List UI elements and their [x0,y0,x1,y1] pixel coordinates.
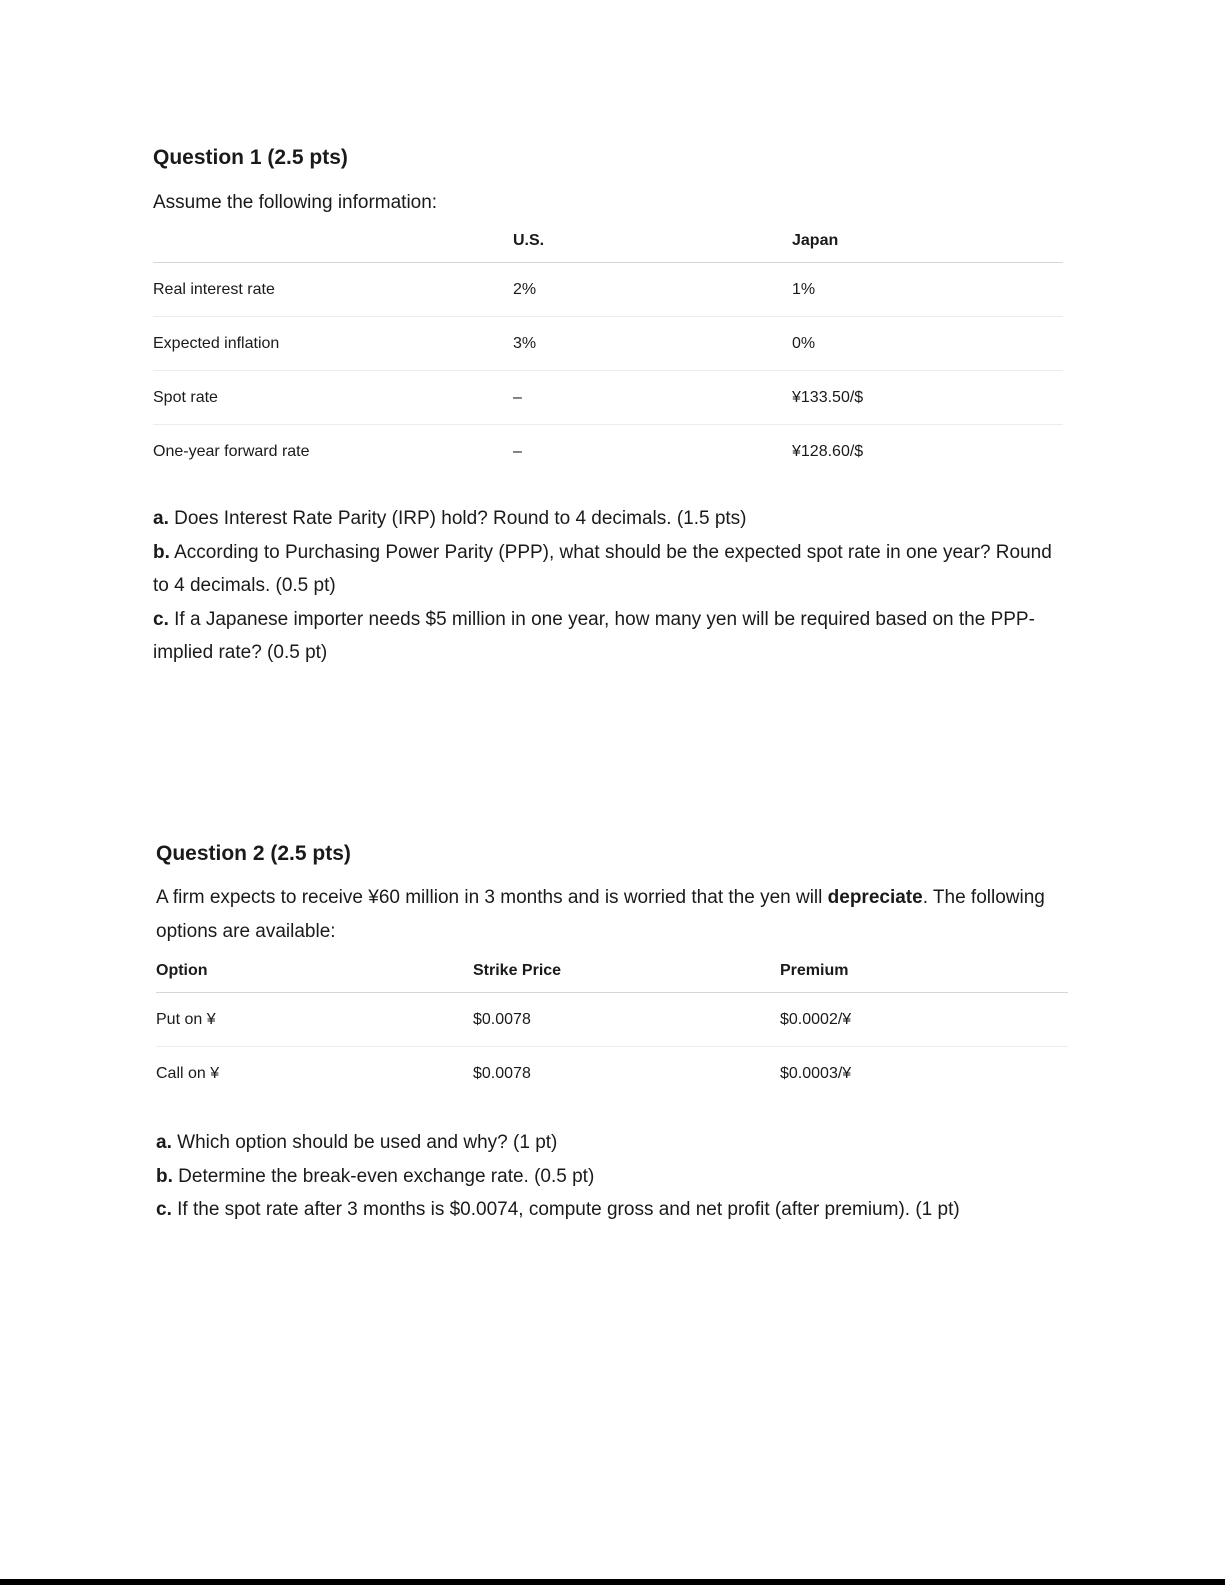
question-part [153,536,1063,603]
column-header-option: Option [156,962,473,993]
table-cell: 3% [513,317,792,371]
part-text: Which option should be used and why? (1 pt) [171,1132,558,1153]
table-row [153,425,1063,479]
intro-text: A firm expects to receive ¥60 million in 3 months and is worried that the yen will [156,887,828,908]
question-1-intro: Assume the following information: [153,192,438,213]
table-cell: $0.0002/¥ [780,1010,852,1028]
part-text: If the spot rate after 3 months is $0.0074, compute gross and net profit (after premium). (1 pt) [171,1199,960,1220]
question-2-parts [156,1126,1066,1227]
column-header-premium: Premium [780,962,1068,993]
column-header-japan: Japan [792,232,1063,263]
question-2-table [156,962,1068,1100]
row-label: Spot rate [153,371,513,425]
table-cell: $0.0003/¥ [780,1047,1068,1101]
question-part [156,1126,1066,1160]
table-cell: $0.0078 [473,1010,531,1028]
table-cell: 0% [792,317,1063,371]
part-text: According to Purchasing Power Parity (PPP), what should be the expected spot rate in one year? Round to 4 decimals. (0.5 pt) [153,541,1052,596]
part-label: c. [153,608,169,630]
table-cell: ¥128.60/$ [792,425,1063,479]
intro-text: . The following options are available: [156,887,1045,942]
part-text: Determine the break-even exchange rate. (0.5 pt) [172,1165,595,1187]
table-row [153,371,1063,425]
part-label: b. [153,541,170,563]
table-cell: – [513,425,792,479]
page-bottom-border [0,1579,1225,1585]
question-1-title: Question 1 (2.5 pts) [153,146,348,169]
part-label: a. [153,508,169,529]
question-part [153,603,1063,670]
table-cell: $0.0078 [473,1047,780,1101]
intro-emphasis: depreciate [827,887,923,908]
row-label: One-year forward rate [153,425,513,479]
part-label: c. [156,1199,172,1220]
question-part [156,1193,1066,1227]
table-cell: ¥133.50/$ [792,371,1063,425]
table-cell: 1% [792,280,816,298]
question-part [153,502,1063,536]
table-header-row [153,232,1063,263]
column-header-strike-price: Strike Price [473,962,780,993]
question-1-parts [153,502,1063,670]
table-row [156,1047,1068,1101]
question-1-table [153,232,1063,478]
part-label: a. [156,1132,172,1153]
part-text: Does Interest Rate Parity (IRP) hold? Round to 4 decimals. (1.5 pts) [168,508,747,529]
question-2-intro [156,881,1066,949]
column-header [153,232,513,263]
row-label: Real interest rate [153,280,275,298]
question-2-title: Question 2 (2.5 pts) [156,842,351,865]
part-text: If a Japanese importer needs $5 million in one year, how many yen will be required based on the PPP-implied rate? (0.5 pt) [153,608,1035,663]
table-row [153,317,1063,371]
part-label: b. [156,1165,173,1187]
table-row [153,263,1063,317]
question-part [156,1160,1066,1194]
row-label: Put on ¥ [156,1010,216,1028]
table-cell: – [513,371,792,425]
row-label: Call on ¥ [156,1047,473,1101]
table-row [156,993,1068,1047]
table-cell: 2% [513,280,537,298]
row-label: Expected inflation [153,317,513,371]
table-header-row [156,962,1068,993]
column-header-us: U.S. [513,232,792,263]
